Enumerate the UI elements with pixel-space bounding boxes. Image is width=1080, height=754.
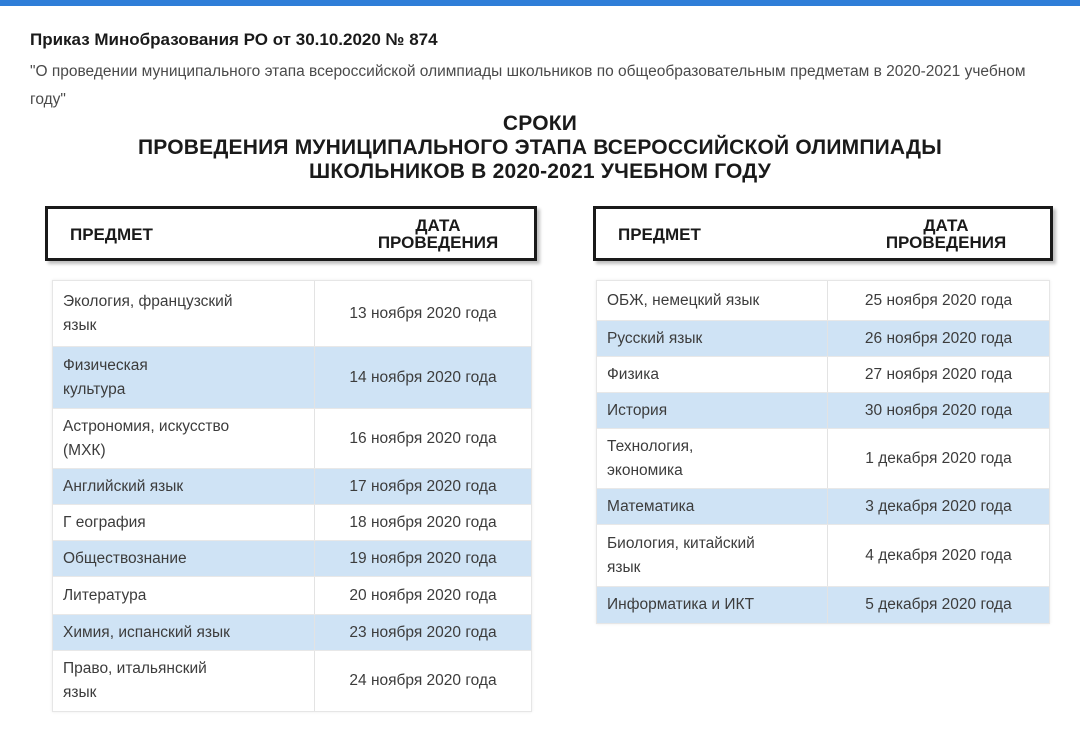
table-row xyxy=(597,587,1049,623)
date-cell: 24 ноября 2020 года xyxy=(349,672,497,689)
subject-cell: Биология, китайский язык xyxy=(597,525,828,586)
date-cell: 26 ноября 2020 года xyxy=(864,329,1013,347)
heading-line-1: СРОКИ xyxy=(502,112,578,135)
subject-cell: Право, итальянский язык xyxy=(53,651,315,711)
date-cell: 30 ноября 2020 года xyxy=(864,401,1013,419)
date-cell: 18 ноября 2020 года xyxy=(349,513,497,531)
date-cell: 25 ноября 2020 года xyxy=(864,291,1013,309)
table-row xyxy=(53,615,531,651)
table-row xyxy=(53,409,531,469)
table-row xyxy=(597,393,1049,429)
left-schedule-table xyxy=(52,280,532,712)
right-header-date-line2: ПРОВЕДЕНИЯ xyxy=(885,233,1007,252)
table-row xyxy=(597,525,1049,587)
subject-cell: Информатика и ИКТ xyxy=(597,587,828,623)
order-title: Приказ Минобразования РО от 30.10.2020 № 874 xyxy=(30,30,438,49)
subject-cell: Г еография xyxy=(53,505,315,540)
table-row xyxy=(597,321,1049,357)
subject-cell: История xyxy=(597,393,828,428)
table-row xyxy=(597,281,1049,321)
subject-cell: Английский язык xyxy=(53,469,315,504)
date-cell: 1 декабря 2020 года xyxy=(865,449,1012,467)
right-header-date xyxy=(861,217,1031,251)
schedule-heading xyxy=(0,112,1080,184)
subject-cell: Физическая культура xyxy=(53,347,315,408)
subject-cell: Физика xyxy=(597,357,828,392)
date-cell: 5 декабря 2020 года xyxy=(865,596,1012,613)
right-header-date-line1: ДАТА xyxy=(923,216,969,235)
table-row xyxy=(53,469,531,505)
left-header-date-line1: ДАТА xyxy=(415,216,461,235)
heading-line-3: ШКОЛЬНИКОВ В 2020-2021 УЧЕБНОМ ГОДУ xyxy=(309,160,771,183)
right-header-subject: ПРЕДМЕТ xyxy=(618,225,701,244)
subject-cell: ОБЖ, немецкий язык xyxy=(597,281,828,320)
heading-line-2: ПРОВЕДЕНИЯ МУНИЦИПАЛЬНОГО ЭТАПА ВСЕРОССИЙСКОЙ ОЛИМПИАДЫ xyxy=(138,136,942,159)
left-header-date xyxy=(353,217,523,251)
order-subtitle: "О проведении муниципального этапа всероссийской олимпиады школьников по общеобразовательным предметам в 2020-2021 учебном году" xyxy=(30,63,1026,108)
subject-cell: Обществознание xyxy=(53,541,315,576)
subject-cell: Экология, французский язык xyxy=(53,281,315,346)
date-cell: 14 ноября 2020 года xyxy=(349,368,497,386)
date-cell: 13 ноября 2020 года xyxy=(349,304,497,322)
table-row xyxy=(597,489,1049,525)
table-row xyxy=(53,541,531,577)
table-row xyxy=(597,429,1049,489)
subject-cell: Астрономия, искусство (МХК) xyxy=(53,409,315,468)
date-cell: 17 ноября 2020 года xyxy=(349,477,497,495)
table-row xyxy=(53,651,531,711)
table-row xyxy=(53,281,531,347)
date-cell: 20 ноября 2020 года xyxy=(349,586,497,604)
date-cell: 19 ноября 2020 года xyxy=(349,549,497,567)
date-cell: 3 декабря 2020 года xyxy=(865,497,1012,515)
right-schedule-table xyxy=(596,280,1050,624)
date-cell: 23 ноября 2020 года xyxy=(349,623,497,641)
left-table-header xyxy=(45,206,537,261)
subject-cell: Русский язык xyxy=(597,321,828,356)
subject-cell: Технология, экономика xyxy=(597,429,828,488)
table-row xyxy=(53,577,531,615)
right-table-header xyxy=(593,206,1053,261)
left-header-date-line2: ПРОВЕДЕНИЯ xyxy=(377,233,499,252)
left-header-subject: ПРЕДМЕТ xyxy=(70,225,153,244)
date-cell: 16 ноября 2020 года xyxy=(349,429,497,447)
date-cell: 27 ноября 2020 года xyxy=(864,365,1013,383)
subject-cell: Химия, испанский язык xyxy=(53,615,315,650)
date-cell: 4 декабря 2020 года xyxy=(865,546,1012,564)
table-row xyxy=(53,505,531,541)
table-row xyxy=(597,357,1049,393)
subject-cell: Литература xyxy=(53,577,315,614)
subject-cell: Математика xyxy=(597,489,828,524)
table-row xyxy=(53,347,531,409)
top-accent-bar xyxy=(0,0,1080,6)
